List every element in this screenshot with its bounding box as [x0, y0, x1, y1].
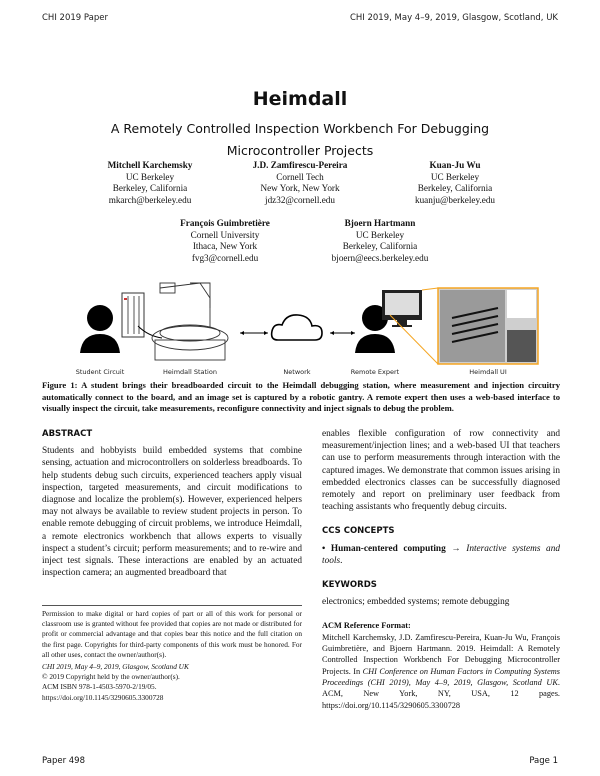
author-name: J.D. Zamfirescu-Pereira	[252, 160, 348, 170]
author-name: Kuan-Ju Wu	[429, 160, 481, 170]
author-block	[220, 160, 380, 206]
figure-label: Heimdall UI	[469, 368, 507, 376]
author-email: mkarch@berkeley.edu	[108, 194, 192, 205]
bidirectional-arrow-icon	[240, 331, 268, 335]
author-affiliation: UC Berkeley	[355, 229, 405, 240]
heimdall-ui-screenshot	[438, 288, 538, 364]
copyright-footnote	[42, 605, 302, 703]
author-block	[375, 160, 535, 206]
footer-right: Page 1	[529, 756, 558, 766]
isbn-text: ACM ISBN 978-1-4503-5970-2/19/05.	[42, 682, 157, 692]
figure-label: Remote Expert	[350, 368, 400, 376]
keywords-heading: KEYWORDS	[322, 580, 377, 591]
author-name: François Guimbretière	[180, 218, 270, 228]
abstract-heading: ABSTRACT	[42, 429, 93, 439]
permission-text: Permission to make digital or hard copies of part or all of this work for personal or classroom use is granted without fee provided that copies are not made or distributed for profit or commercial advantage and that copies bear this notice and the full citation on the first page. Copyrights for third-party components of this work must be honored. For all other uses, contact the owner/author(s).	[42, 609, 302, 659]
author-block	[145, 218, 305, 264]
author-name: Mitchell Karchemsky	[107, 160, 193, 170]
running-header-left: CHI 2019 Paper	[42, 13, 108, 23]
author-email: jdz32@cornell.edu	[265, 194, 335, 205]
student-person-icon	[80, 305, 120, 353]
author-affiliation: UC Berkeley	[430, 171, 480, 182]
bidirectional-arrow-icon	[330, 331, 355, 335]
abstract-continued: enables flexible configuration of row connectivity and measurement/injection lines; and a web-based UI that teachers can use to perform measurements through interaction with the captured images. We demonstrate that common issues arising in embedded electronics classes can be successfully diagnosed remotely and report on preliminary user feedback from teaching assistants who frequently debug circuits.	[322, 429, 560, 513]
author-block	[300, 218, 460, 264]
keywords-text: electronics; embedded systems; remote debugging	[322, 597, 510, 608]
author-email: kuanju@berkeley.edu	[414, 194, 496, 205]
author-affiliation: Cornell Tech	[276, 171, 324, 182]
author-location: Ithaca, New York	[192, 241, 258, 251]
author-block	[70, 160, 230, 206]
author-location: Berkeley, California	[417, 183, 493, 193]
abstract-text: Students and hobbyists build embedded systems that combine sensing, actuation and microcontrollers on solderless breadboards. To help students debug such circuits, experienced teachers apply visual inspection, targeted measurements, and circuit modifications to diagnose and localize the problem(s). However, experienced helpers may not always be available to review student projects in person. To enable remote debugging of circuit problems, we introduce Heimdall, a remote electronics workbench that allows experts to visually inspect a student’s circuit; perform measurements; and to re-wire and inject test signals. These interactions are enabled by an actuated inspection camera; an augmented breadboard that	[42, 446, 302, 579]
paper-title: Heimdall	[252, 88, 348, 110]
reference-heading: ACM Reference Format:	[322, 621, 411, 631]
figure-label: Heimdall Station	[163, 368, 217, 376]
paper-subtitle: A Remotely Controlled Inspection Workbench For Debugging Microcontroller Projects	[110, 121, 490, 158]
right-column	[322, 428, 560, 711]
breadboard-icon	[122, 293, 144, 337]
monitor-icon	[382, 290, 422, 327]
abstract-section	[42, 428, 302, 579]
venue-text: CHI 2019, May 4–9, 2019, Glasgow, Scotland UK	[42, 662, 189, 672]
author-affiliation: Cornell University	[190, 229, 260, 240]
cloud-icon	[272, 315, 322, 340]
author-affiliation: UC Berkeley	[125, 171, 175, 182]
heimdall-station-icon	[152, 283, 228, 360]
author-email: bjoern@eecs.berkeley.edu	[331, 252, 429, 263]
teaser-figure	[60, 278, 540, 378]
footer-left: Paper 498	[42, 756, 85, 766]
figure-label: Network	[283, 368, 311, 376]
figure-caption: Figure 1: A student brings their breadboarded circuit to the Heimdall debugging station, where measurement and injection circuitry automatically connect to the board, and an image set is captured by a robotic gantry. A remote expert then uses a web-based interface to visually inspect the circuit, take measurements, reconfigure connectivity and inject signals to debug the problem.	[42, 380, 560, 413]
figure-label: Student Circuit	[75, 368, 125, 376]
reference-text: Mitchell Karchemsky, J.D. Zamfirescu-Pereira, Kuan-Ju Wu, François Guimbretière, and Bjoern Hartmann. 2019. Heimdall: A Remotely Controlled Inspection Workbench For Debugging Microcontroller Projects. In CHI Conference on Human Factors in Computing Systems Proceedings (CHI 2019), May 4–9, 2019, Glasgow, Scotland UK. ACM, New York, NY, USA, 12 pages. https://doi.org/10.1145/3290605.3300728	[322, 632, 560, 710]
author-email: fvg3@cornell.edu	[191, 252, 259, 263]
author-location: Berkeley, California	[342, 241, 418, 251]
author-location: New York, New York	[260, 183, 340, 193]
author-location: Berkeley, California	[112, 183, 188, 193]
doi-link[interactable]: https://doi.org/10.1145/3290605.3300728	[42, 692, 164, 702]
copyright-text: © 2019 Copyright held by the owner/author(s).	[42, 672, 180, 682]
author-name: Bjoern Hartmann	[344, 218, 416, 228]
running-header-right: CHI 2019, May 4–9, 2019, Glasgow, Scotland, UK	[349, 13, 558, 23]
ccs-heading: CCS CONCEPTS	[322, 526, 395, 537]
ccs-text: • Human-centered computing → Interactive systems and tools.	[322, 543, 560, 566]
